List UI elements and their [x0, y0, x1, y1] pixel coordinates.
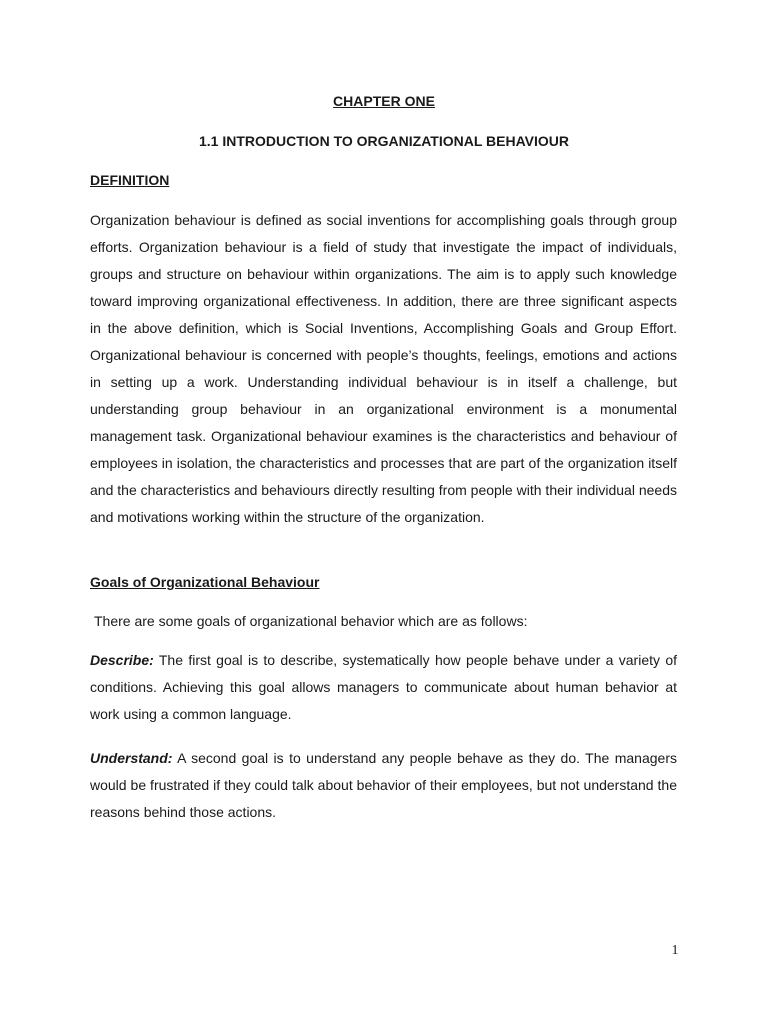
- describe-goal-paragraph: [90, 647, 677, 728]
- page-number: 1: [671, 943, 679, 958]
- understand-term: Understand:: [90, 750, 173, 766]
- definition-heading: DEFINITION: [90, 172, 170, 188]
- describe-term: Describe:: [90, 652, 154, 668]
- describe-text: The first goal is to describe, systematically how people behave under a variety of conditions. Achieving this goal allows managers to communicate about human behavior at work using a common language.: [90, 652, 677, 722]
- understand-text: A second goal is to understand any people behave as they do. The managers would be frustrated if they could talk about behavior of their employees, but not understand the reasons behind those actions.: [90, 750, 677, 820]
- understand-goal-paragraph: [90, 745, 677, 826]
- section-title: 1.1 INTRODUCTION TO ORGANIZATIONAL BEHAVIOUR: [199, 133, 569, 149]
- goals-intro-paragraph: There are some goals of organizational behavior which are as follows:: [94, 613, 528, 629]
- definition-paragraph: Organization behaviour is defined as social inventions for accomplishing goals through group efforts. Organization behaviour is a field of study that investigate the impact of individuals, groups and structure on behaviour within organizations. The aim is to apply such knowledge toward improving organizational effectiveness. In addition, there are three significant aspects in the above definition, which is Social Inventions, Accomplishing Goals and Group Effort. Organizational behaviour is concerned with people’s thoughts, feelings, emotions and actions in setting up a work. Understanding individual behaviour is in itself a challenge, but understanding group behaviour in an organizational environment is a monumental management task. Organizational behaviour examines is the characteristics and behaviour of employees in isolation, the characteristics and processes that are part of the organization itself and the characteristics and behaviours directly resulting from people with their individual needs and motivations working within the structure of the organization.: [90, 212, 677, 525]
- goals-heading: Goals of Organizational Behaviour: [90, 574, 320, 590]
- chapter-title: CHAPTER ONE: [333, 93, 435, 109]
